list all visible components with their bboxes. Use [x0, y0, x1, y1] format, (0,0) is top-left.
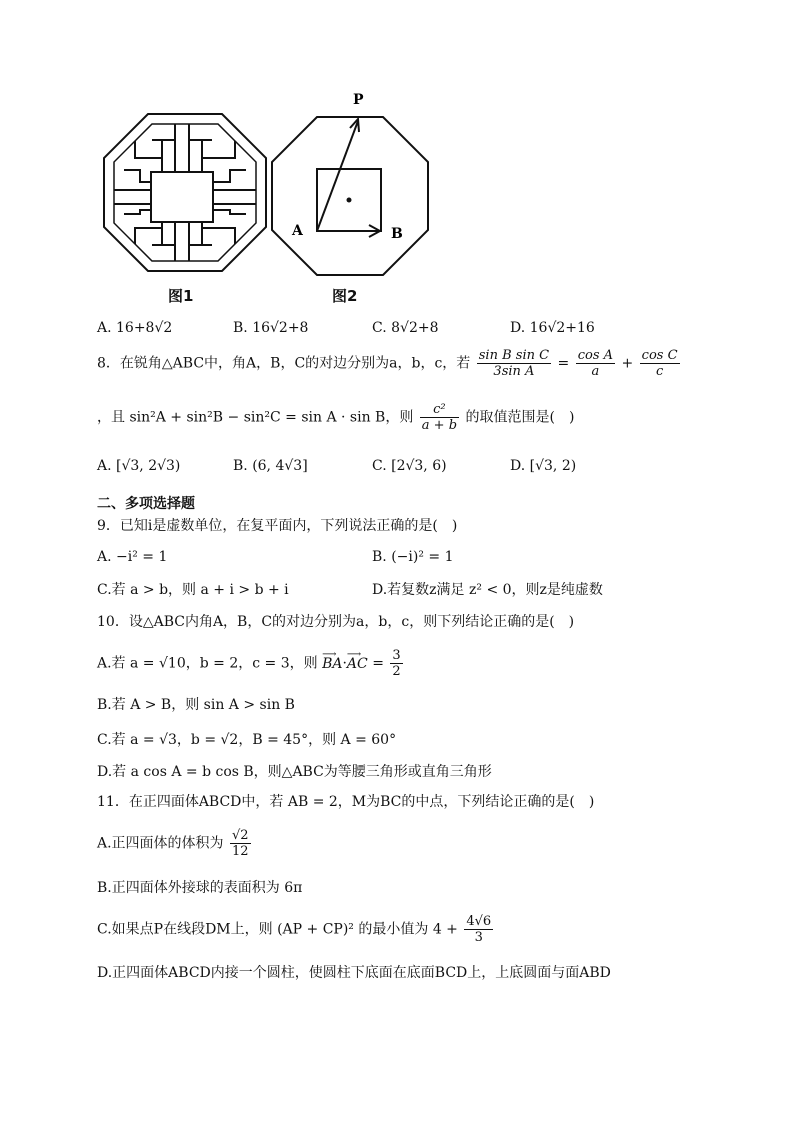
q9-option-d: D.若复数z满足 z² < 0，则z是纯虚数 — [372, 582, 603, 598]
q7-option-a: A. 16+8√2 — [97, 320, 173, 336]
q10-option-a: A.若 a = √10，b = 2，c = 3，则 ⟶ BA·⟶ AC = $\frac{3}{2}$ — [97, 648, 405, 679]
q11-option-c — [97, 914, 495, 945]
q10-option-a-text: A.若 a = √10，b = 2，c = 3，则 — [97, 655, 318, 672]
q11-option-a-text: A.正四面体的体积为 — [97, 835, 224, 852]
q8-fraction-2: $\frac{\text{cos A}}{a}$ — [577, 348, 614, 379]
q7-option-b: B. 16√2+8 — [233, 320, 309, 336]
figure-2-octagon-vectors — [262, 88, 438, 280]
figure-1-caption: 图1 — [168, 287, 194, 305]
q7-option-c: C. 8√2+8 — [372, 320, 439, 336]
q10-option-a-fraction: $\frac{3}{2}$ — [392, 648, 401, 679]
q8-option-a: A. [√3, 2√3) — [97, 458, 181, 474]
q10-stem: 10．设△ABC内角A，B，C的对边分别为a，b，c，则下列结论正确的是( ) — [97, 614, 575, 630]
vector-ac: ⟶ AC — [347, 656, 368, 672]
q11-option-d: D.正四面体ABCD内接一个圆柱，使圆柱下底面在底面BCD上，上底圆面与面ABD — [97, 965, 611, 981]
label-b: B — [391, 226, 403, 242]
q11-option-c-fraction: $\frac{4√6}{3}$ — [466, 914, 492, 945]
q11-option-a-fraction: $\frac{√2}{12}$ — [232, 828, 249, 859]
q8-stem: 8．在锐角△ABC中，角A，B，C的对边分别为a，b，c，若 $\frac{\text{sin B sin C}}{\text{3sin A}}$ = $\frac{\text{cos A}}{a}$ + $\frac{\text{cos C}}{c}$ — [97, 348, 678, 379]
label-p: P — [353, 92, 364, 108]
q7-option-d: D. 16√2+16 — [510, 320, 595, 336]
q8-fraction-3: $\frac{\text{cos C}}{c}$ — [641, 348, 678, 379]
q9-stem: 9．已知i是虚数单位，在复平面内，下列说法正确的是( ) — [97, 518, 458, 534]
q10-option-d: D.若 a cos A = b cos B，则△ABC为等腰三角形或直角三角形 — [97, 764, 492, 780]
q10-option-b: B.若 A > B，则 sin A > sin B — [97, 697, 295, 713]
q9-option-a: A. −i² = 1 — [97, 549, 168, 565]
label-a: A — [292, 223, 303, 239]
q9-option-b: B. (−i)² = 1 — [372, 549, 454, 565]
q11-option-c-text: C.如果点P在线段DM上，则 (AP + CP)² 的最小值为 4 + — [97, 921, 458, 938]
q8-condition — [97, 402, 574, 433]
q8-stem-text: 8．在锐角△ABC中，角A，B，C的对边分别为a，b，c，若 — [97, 355, 471, 372]
figure-2-caption: 图2 — [332, 287, 358, 305]
section-2-title: 二、多项选择题 — [97, 496, 195, 512]
q9-option-c: C.若 a > b，则 a + i > b + i — [97, 582, 289, 598]
q8-condition-text: ，且 sin²A + sin²B − sin²C = sin A · sin B，则 — [97, 409, 414, 426]
q11-option-a — [97, 828, 253, 859]
q8-option-d: D. [√3, 2) — [510, 458, 577, 474]
q11-option-b: B.正四面体外接球的表面积为 6π — [97, 880, 303, 896]
figure-1-lattice-octagon — [100, 110, 270, 275]
q11-stem: 11．在正四面体ABCD中，若 AB = 2，M为BC的中点，下列结论正确的是( ) — [97, 794, 595, 810]
q8-option-b: B. (6, 4√3] — [233, 458, 308, 474]
q8-option-c: C. [2√3, 6) — [372, 458, 447, 474]
q8-fraction-4: $\frac{\text{c²}}{a + b}$ — [421, 402, 458, 433]
vector-ba: ⟶ BA — [322, 656, 342, 672]
q8-fraction-1: $\frac{\text{sin B sin C}}{\text{3sin A}}$ — [478, 348, 550, 379]
q8-condition-suffix: 的取值范围是( ) — [465, 409, 575, 426]
q10-option-c: C.若 a = √3，b = √2，B = 45°，则 A = 60° — [97, 732, 397, 748]
